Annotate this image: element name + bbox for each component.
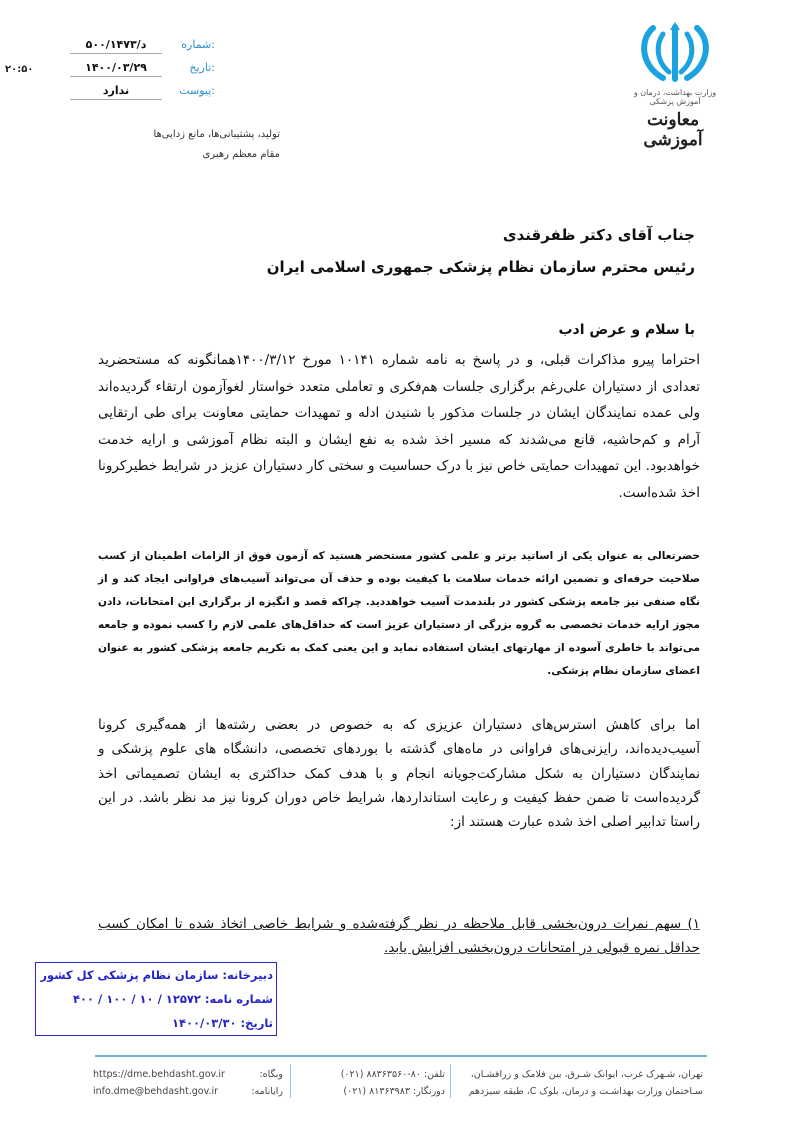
footer-contact	[300, 1066, 445, 1100]
footer-separator-2	[290, 1064, 291, 1098]
department-title: معاونت آموزشی	[643, 110, 703, 150]
attachment-row	[70, 84, 215, 102]
letter-number-underline	[70, 53, 162, 54]
body-item-1: ۱) سهم نمرات درون‌بخشی قابل ملاحظه در نظر گرفته‌شده و شرایط خاصی اتخاذ شده تا امکان کسب حداقل نمره قبولی در امتحانات درون‌بخشی افزایش یابد.	[98, 916, 700, 956]
phone-label: تلفن:	[423, 1069, 445, 1080]
fax-label: دورنگار:	[413, 1086, 445, 1097]
email-link[interactable]: info.dme@behdasht.gov.ir	[93, 1086, 219, 1097]
letter-date-value: ۱۴۰۰/۰۳/۲۹	[85, 61, 147, 74]
salutation: با سلام و عرض ادب	[558, 322, 695, 338]
body-paragraph-2: حضرتعالی به عنوان یکی از اساتید برتر و علمی کشور مستحضر هستید که آزمون فوق از الزامات اطمینان از کسب صلاحیت حرفه‌ای و تضمین ارائه خدمات سلامت با کیفیت بوده و حذف آن می‌تواند آسیب‌های فراوانی ایجاد کند و از نگاه صنفی نیز جامعه پزشکی کشور در بلندمدت آسیب خواهددید. چراکه قصد و انگیزه از برگزاری این امتحانات، دادن مجوز ارایه خدمات تخصصی به گروه بزرگی از دستیاران عزیز است که حداقل‌های علمی لازم را کسب نموده و جامعه می‌تواند با خاطری آسوده از مهارتهای ایشان استفاده نماید و این یعنی کمک به تکریم جامعه پزشکی کشور به عنوان اعضای سازمان نظام پزشکی.	[98, 550, 700, 677]
addressee-name: جناب آقای دکتر ظفرقندی	[502, 226, 695, 244]
attachment-label: پیوست:	[179, 84, 215, 97]
body-paragraph-1: احتراما پیرو مذاکرات قبلی، و در پاسخ به نامه شماره ۱۰۱۴۱ مورخ ۱۴۰۰/۳/۱۲همانگونه که مستحضرید تعدادی از دستیاران علی‌رغم برگزاری جلسات هم‌فکری و تعاملی متعدد خواستار لغوآزمون ارتقاء گردیده‌اند ولی عمده نمایندگان ایشان در جلسات مذکور با شنیدن ادله و تمهیدات حمایتی معاونت برای طی ارتقایی آرام و کم‌حاشیه، قانع می‌شدند که مسیر اخذ شده به نفع ایشان و البته نظام آموزشی و ارایه خدمت خواهدبود. این تمهیدات حمایتی خاص نیز با درک حساسیت و سختی کار دستیاران عزیز در شرایط خطیرکرونا اخذ شده‌است.	[98, 352, 700, 501]
email-label: رایانامه:	[251, 1086, 283, 1097]
footer-web	[93, 1066, 283, 1100]
footer-address-line-1: تهران، شـهرک غرب، ایوانک شـرق، بین فلامک و زرافشـان،	[470, 1069, 703, 1080]
website-label: وبگاه:	[259, 1069, 283, 1080]
phone-value: (۰۲۱) ۸۸۳۶۳۵۶۰-۸۰	[340, 1069, 421, 1080]
letter-number-value: د/۵۰۰/۱۴۷۳	[85, 38, 147, 51]
attachment-value: ندارد	[102, 84, 130, 97]
print-time: ۲۰:۵۰	[5, 64, 34, 75]
footer-divider	[95, 1055, 707, 1057]
letter-date-row	[70, 61, 215, 79]
iran-emblem-icon	[635, 20, 715, 90]
slogan-line-2: مقام معظم رهبری	[202, 149, 280, 160]
letter-number-label: شماره:	[181, 38, 215, 51]
letter-date-underline	[70, 76, 162, 77]
fax-value: (۰۲۱) ۸۱۳۶۳۹۸۳	[343, 1086, 410, 1097]
letter-date-label: تاریخ:	[189, 61, 215, 74]
attachment-underline	[70, 99, 162, 100]
registry-stamp	[35, 962, 277, 1036]
addressee-position: رئیس محترم سازمان نظام پزشکی جمهوری اسلامی ایران	[266, 258, 695, 276]
stamp-number-line: شماره نامه: ۱۲۵۷۲ / ۱۰ / ۱۰۰ / ۴۰۰	[72, 992, 273, 1006]
footer-separator-1	[450, 1064, 451, 1098]
footer-address-line-2: سـاختمان وزارت بهداشـت و درمان، بلوک C، طبقه سیزدهم	[468, 1086, 703, 1097]
website-link[interactable]: https://dme.behdasht.gov.ir	[93, 1069, 225, 1080]
footer-address	[453, 1066, 703, 1100]
slogan-line-1: تولید، پشتیبانی‌ها، مانع زدایی‌ها	[153, 129, 280, 140]
stamp-date-line: تاریخ: ۱۴۰۰/۰۳/۳۰	[171, 1016, 273, 1030]
body-paragraph-3: اما برای کاهش استرس‌های دستیاران عزیزی که به خصوص در بعضی رشته‌ها از همه‌گیری کرونا آسیب‌دیده‌اند، رایزنی‌های فراوانی در ماه‌های گذشته با بوردهای تخصصی، دانشگاه های علوم پزشکی و نمایندگان دستیاران به شکل مشارکت‌جویانه انجام و با هدف کمک حداکثری به ایشان تصمیماتی اخذ گردیده‌است تا ضمن حفظ کیفیت و رعایت استانداردها، شرایط خاص دوران کرونا نیز مد نظر باشد. در این راستا تدابیر اصلی اخذ شده عبارت هستند از:	[98, 717, 700, 831]
letter-number-row	[70, 38, 215, 56]
stamp-registry-line: دبیرخانه: سازمان نظام پزشکی کل کشور	[40, 968, 273, 982]
ministry-name: وزارت بهداشت، درمان و آموزش پزشکی	[633, 88, 717, 106]
